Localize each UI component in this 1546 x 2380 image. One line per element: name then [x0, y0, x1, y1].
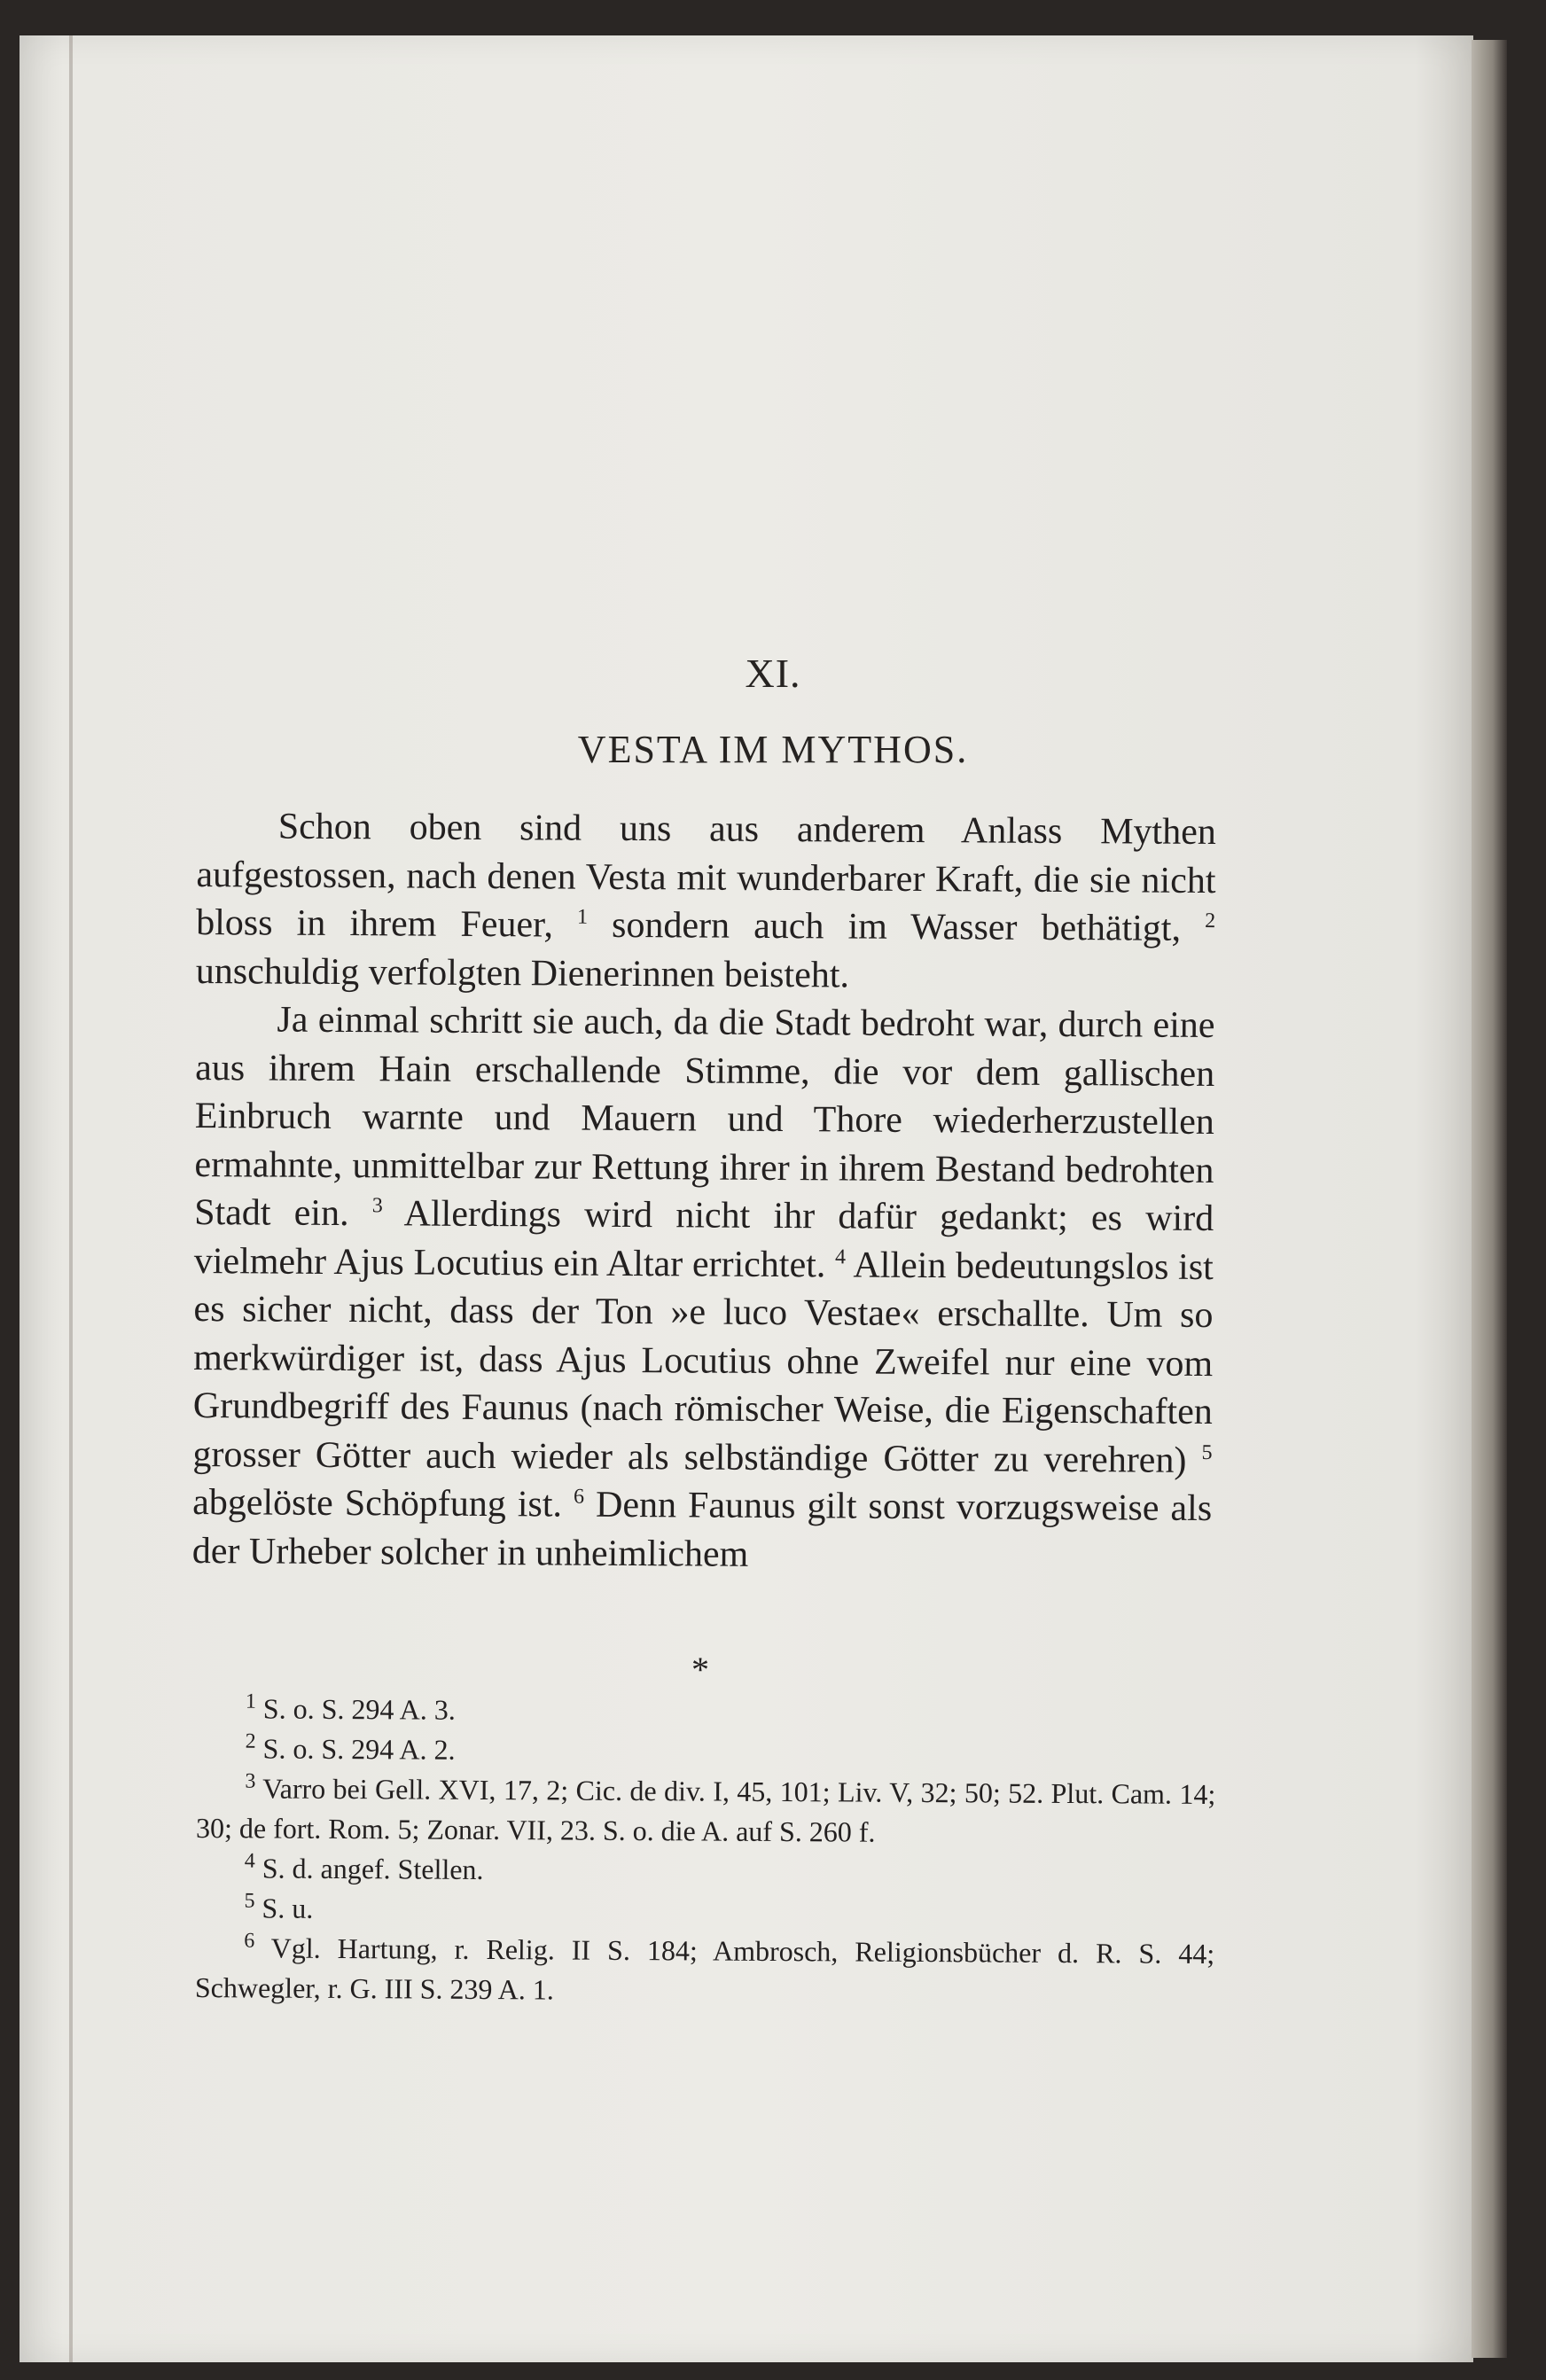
- footnotes: [195, 1689, 1216, 2014]
- footnote: [196, 1768, 1216, 1854]
- footnote-reference: 3: [371, 1194, 383, 1218]
- paragraph: [192, 995, 1215, 1581]
- footnote-text: S. o. S. 294 A. 2.: [255, 1732, 456, 1766]
- footnote-separator: *: [691, 1650, 709, 1689]
- footnote: [196, 1728, 1215, 1775]
- text-run: Allein bedeutungslos ist es sicher nicht, dass der Ton »e luco Vestae« erschallte. Um so merkwürdiger ist, dass Ajus Locutius ohne Zweifel nur eine vom Grundbegriff des Faunus (nach römischer Weise, die Eigenschaften grosser Götter auch wieder als selbständige Götter zu verehren): [192, 1244, 1214, 1481]
- footnote-number: 4: [244, 1849, 255, 1873]
- text-run: abgelöste Schöpfung ist.: [192, 1481, 574, 1526]
- paragraph: [196, 802, 1216, 1002]
- footnote: [196, 1848, 1215, 1894]
- page-edge: [1472, 40, 1507, 2358]
- body-text: [192, 802, 1216, 1581]
- footnote-text: S. u.: [254, 1892, 314, 1924]
- text-run: sondern auch im Wasser bethätigt,: [587, 904, 1206, 949]
- footnote-text: Varro bei Gell. XVI, 17, 2; Cic. de div. I, 45, 101; Liv. V, 32; 50; 52. Plut. Cam. 14; 30; de fort. Rom. 5; Zonar. VII, 23. S. o. die A. auf S. 260 f.: [195, 1772, 1216, 1848]
- text-run: Schon oben sind uns aus anderem Anlass Mythen aufgestossen, nach denen Vesta mit wunderbarer Kraft, die sie nicht bloss in ihrem Feuer,: [196, 806, 1216, 946]
- footnote-number: 6: [244, 1929, 255, 1953]
- chapter-title: VESTA IM MYTHOS.: [577, 728, 969, 771]
- footnote-reference: 6: [574, 1485, 585, 1509]
- text-run: Allerdings wird nicht ihr dafür gedankt; es wird vielmehr Ajus Locutius ein Altar errichtet.: [193, 1193, 1214, 1285]
- footnote-text: S. d. angef. Stellen.: [254, 1852, 484, 1885]
- footnote-reference: 2: [1205, 909, 1216, 933]
- footnote-reference: 1: [576, 905, 589, 929]
- footnote: [195, 1888, 1214, 1934]
- text-run: Ja einmal schritt sie auch, da die Stadt bedroht war, durch eine aus ihrem Hain erschallende Stimme, die vor dem gallischen Einbruch warnte und Mauern und Thore wiederherzustellen ermahnte, unmittelbar zur Rettung ihrer in ihrem Bestand bedrohten Stadt ein.: [194, 999, 1215, 1235]
- text-run: Denn Faunus gilt sonst vorzugsweise als der Urheber solcher in unheimlichem: [191, 1484, 1213, 1575]
- footnote-number: 3: [245, 1769, 256, 1793]
- footnote-text: S. o. S. 294 A. 3.: [255, 1692, 456, 1726]
- footnote-reference: 4: [835, 1245, 847, 1268]
- text-run: unschuldig verfolgten Dienerinnen beisteht.: [195, 950, 850, 995]
- footnote-number: 5: [244, 1889, 255, 1913]
- bleed-through-line: [177, 275, 1285, 310]
- footnote-text: Vgl. Hartung, r. Relig. II S. 184; Ambrosch, Religionsbücher d. R. S. 44; Schwegler, r. G. III S. 239 A. 1.: [194, 1931, 1215, 2006]
- footnote-number: 1: [245, 1689, 256, 1713]
- footnote-reference: 5: [1201, 1440, 1213, 1464]
- footnote: [197, 1689, 1216, 1735]
- chapter-number: XI.: [745, 651, 801, 696]
- footnote-number: 2: [245, 1729, 256, 1753]
- book-spine: [69, 35, 73, 2362]
- footnote: [195, 1928, 1215, 2014]
